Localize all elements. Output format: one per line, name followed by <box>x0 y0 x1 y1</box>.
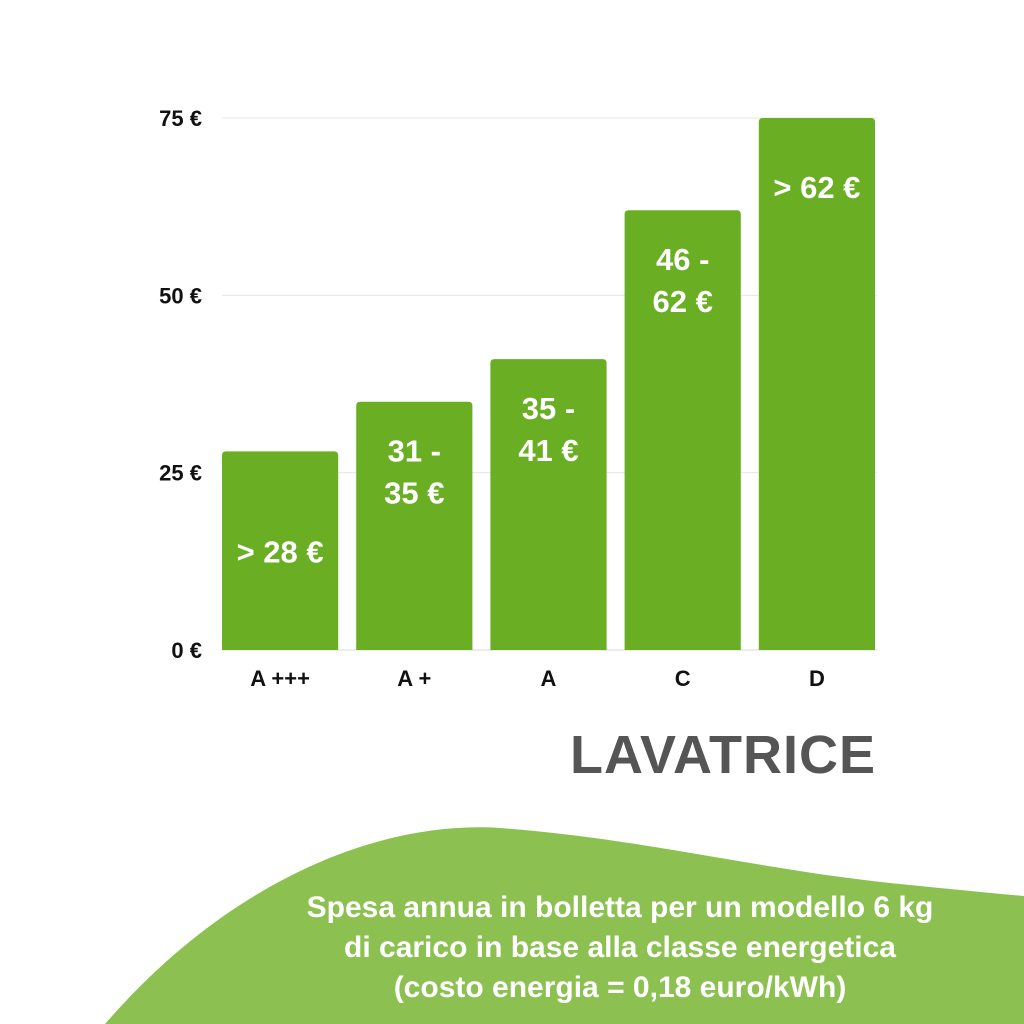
bar-data-label: 35 - <box>521 391 576 427</box>
bar-data-label: 46 - <box>655 242 710 278</box>
caption-line: Spesa annua in bolletta per un modello 6 kg <box>306 891 934 924</box>
bar-data-label: > 62 € <box>773 170 861 205</box>
bar-data-label: 31 - <box>387 433 442 469</box>
x-tick-label: C <box>674 666 691 691</box>
y-axis-ticks <box>159 106 202 663</box>
y-tick-label: 75 € <box>159 106 202 131</box>
y-tick-label: 0 € <box>171 638 202 663</box>
x-axis-ticks <box>250 666 825 691</box>
bar-data-label: 41 € <box>518 433 579 469</box>
y-tick-label: 50 € <box>159 283 202 309</box>
x-tick-label: D <box>808 666 825 691</box>
caption-text <box>250 888 990 1008</box>
bar-data-label: > 28 € <box>236 534 324 570</box>
chart-title: LAVATRICE <box>570 725 876 785</box>
caption-line: (costo energia = 0,18 euro/kWh) <box>393 971 847 1004</box>
y-tick-label: 25 € <box>159 460 202 486</box>
bar-data-label: 35 € <box>384 475 445 511</box>
x-tick-label: A <box>540 666 557 691</box>
x-tick-label: A + <box>397 666 432 691</box>
bar-data-label: 62 € <box>652 284 713 320</box>
caption-line: di carico in base alla classe energetica <box>344 931 896 964</box>
x-tick-label: A +++ <box>250 666 310 691</box>
